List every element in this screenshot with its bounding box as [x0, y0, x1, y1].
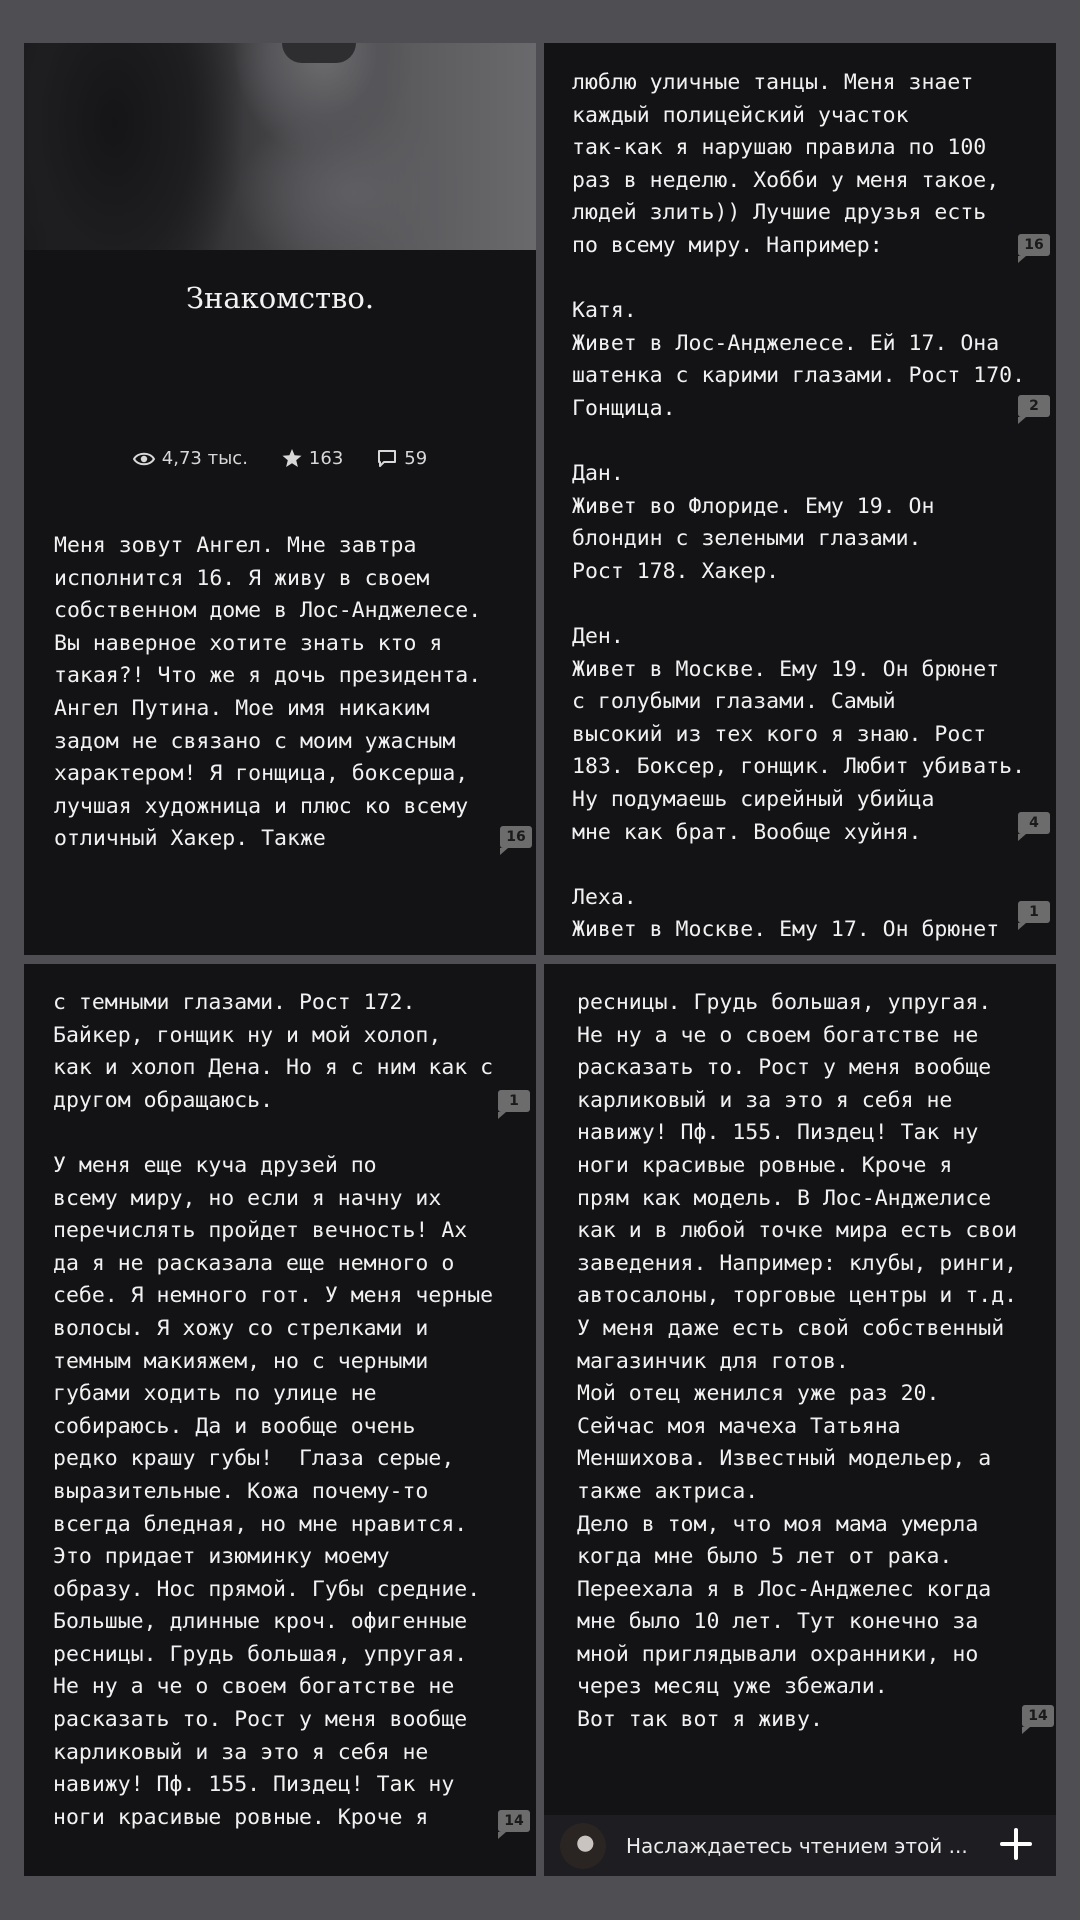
cover-image — [24, 43, 536, 250]
story-panel-1 — [24, 43, 536, 955]
star-icon — [282, 449, 302, 468]
views-stat — [133, 448, 248, 469]
paragraph-comment-badge[interactable]: 16 — [500, 826, 532, 848]
paragraph-comment-badge[interactable]: 16 — [1018, 234, 1050, 256]
paragraph-comment-badge[interactable]: 14 — [1022, 1705, 1054, 1727]
add-to-library-button[interactable] — [986, 1816, 1046, 1876]
views-count: 4,73 тыс. — [161, 448, 248, 469]
story-title: Знакомство. — [185, 281, 375, 315]
story-text: люблю уличные танцы. Меня знает каждый полицейский участок так-как я нарушаю правила по 100 раз в неделю. Хобби у меня такое, людей злить)) Лучшие друзья есть по всему миру. Например: Катя. Живет в Лос-Анджелесе. Ей 17. Она шатенка с карими глазами. Рост 170. Гонщица. Дан. Живет во Флориде. Ему 19. Он блондин с зелеными глазами. Рост 178. Хакер. Ден. Живет в Москве. Ему 19. Он брюнет с голубыми глазами. Самый высокий из тех кого я знаю. Рост 183. Боксер, гонщик. Любит убивать. Ну подумаешь сирейный убийца мне как брат. Вообще хуйня. Леха. Живет в Москве. Ему 17. Он брюнет — [572, 70, 1026, 943]
story-panel-4 — [544, 964, 1056, 1876]
paragraph-comment-badge[interactable]: 4 — [1018, 812, 1050, 834]
reading-prompt-bar[interactable] — [544, 1815, 1056, 1876]
author-avatar — [560, 1823, 606, 1869]
reading-prompt-text: Наслаждаетесь чтением этой ... — [626, 1833, 968, 1858]
eye-icon — [133, 451, 155, 467]
comments-count: 59 — [404, 448, 428, 469]
story-text: Меня зовут Ангел. Мне завтра исполнится 16. Я живу в своем собственном доме в Лос-Анджелесе. Вы наверное хотите знать кто я такая?! Что же я дочь президента. Ангел Путина. Мое имя никаким задом не связано с моим ужасным характером! Я гонщица, боксерша, лучшая художница и плюс ко всему отличный Хакер. Также — [54, 533, 482, 852]
plus-icon — [998, 1826, 1034, 1866]
comments-stat — [377, 448, 427, 469]
story-stats — [24, 448, 536, 469]
story-panel-2 — [544, 43, 1056, 955]
story-text: с темными глазами. Рост 172. Байкер, гонщик ну и мой холоп, как и холоп Дена. Но я с ним как с другом обращаюсь. У меня еще куча друзей по всему миру, но если я начну их перечислять пройдет вечность! Ах да я не расказала еще немного о себе. Я немного гот. У меня черные волосы. Я хожу со стрелками и темным макияжем, но с черными губами ходить по улице не собираюсь. Да и вообще очень редко крашу губы! Глаза серые, выразительные. Кожа почему-то всегда бледная, но мне нравится. Это придает изюминку моему образу. Нос прямой. Губы средние. Большые, длинные кроч. офигенные ресницы. Грудь большая, упругая. Не ну а че о своем богатстве не расказать то. Рост у меня вообще карликовый и за это я себя не навижу! Пф. 155. Пиздец! Так ну ноги красивые ровные. Кроче я — [53, 990, 494, 1830]
paragraph-comment-badge[interactable]: 1 — [1018, 901, 1050, 923]
story-text: ресницы. Грудь большая, упругая. Не ну а че о своем богатстве не расказать то. Рост у меня вообще карликовый и за это я себя не навижу! Пф. 155. Пиздец! Так ну ноги красивые ровные. Кроче я прям как модель. В Лос-Анджелисе как и в любой точке мира есть свои заведения. Например: клубы, ринги, автосалоны, торговые центры и т.д. У меня даже есть свой собственный магазинчик для готов. Мой отец женился уже раз 20. Сейчас моя мачеха Татьяна Меншихова. Известный модельер, а также актриса. Дело в том, что моя мама умерла когда мне было 5 лет от рака. Переехала я в Лос-Анджелес когда мне было 10 лет. Тут конечно за мной приглядывали охранники, но через месяц уже збежали. Вот так вот я живу. — [577, 990, 1018, 1733]
comment-icon — [377, 449, 397, 468]
cover-image-detail — [282, 43, 356, 63]
paragraph-comment-badge[interactable]: 2 — [1018, 395, 1050, 417]
votes-stat — [282, 448, 343, 469]
story-panel-3 — [24, 964, 536, 1876]
votes-count: 163 — [308, 448, 344, 469]
paragraph-comment-badge[interactable]: 1 — [498, 1090, 530, 1112]
paragraph-comment-badge[interactable]: 14 — [498, 1810, 530, 1832]
